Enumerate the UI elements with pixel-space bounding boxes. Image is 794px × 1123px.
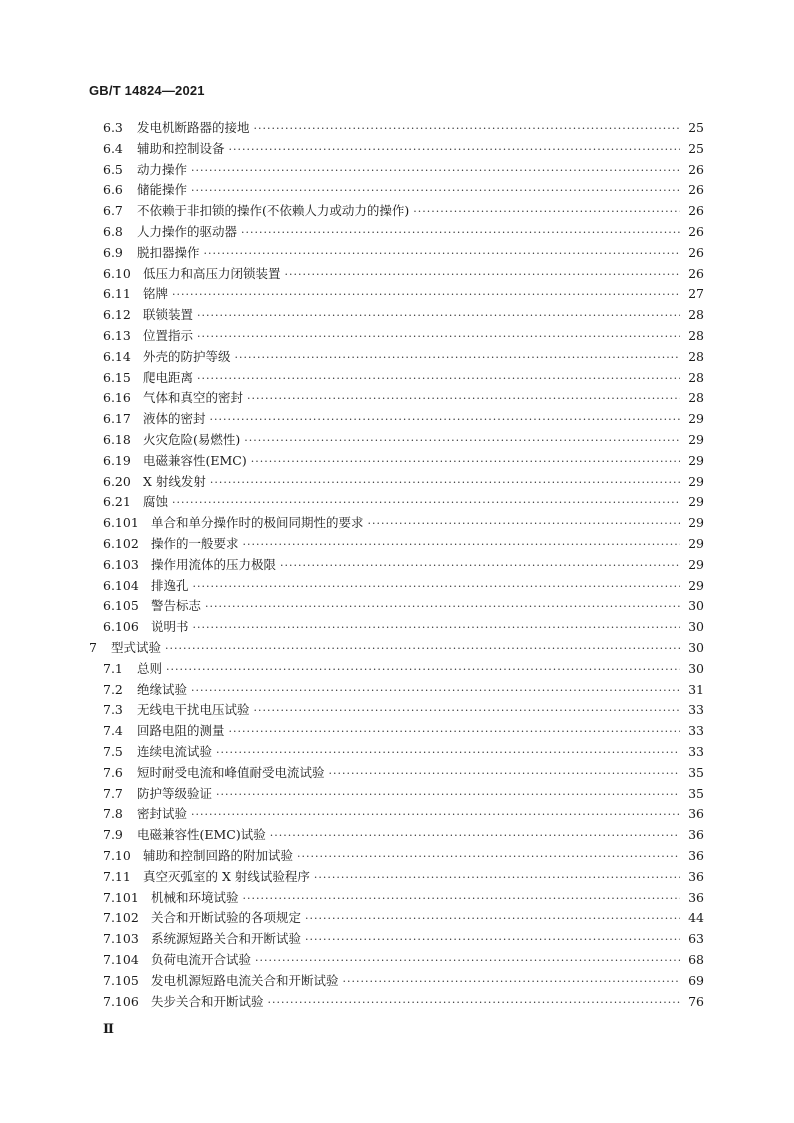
toc-entry-body: [143, 347, 704, 368]
toc-entry-body: [137, 721, 704, 742]
leader-dots: [216, 785, 680, 805]
toc-entry-body: [151, 576, 704, 597]
toc-entry-body: [151, 929, 704, 950]
toc-entry-number: 6.3: [103, 120, 123, 135]
toc-entry-title[interactable]: 腐蚀: [143, 494, 169, 510]
leader-dots: [243, 889, 680, 909]
toc-entry-body: [137, 243, 704, 264]
toc-entry-number: 7.104: [103, 952, 139, 967]
toc-entry-title[interactable]: 总则: [137, 660, 163, 676]
toc-entry[interactable]: [0, 846, 794, 866]
toc-entry-number: 6.101: [103, 515, 139, 531]
leader-dots: [216, 743, 680, 763]
toc-entry-body: [151, 908, 704, 929]
toc-entry-page: 35: [688, 785, 704, 801]
toc-entry-body: [151, 596, 704, 617]
toc-entry-body: [137, 659, 704, 680]
toc-entry-page: 29: [688, 411, 704, 427]
toc-entry-page: 33: [688, 744, 704, 759]
toc-entry-title[interactable]: 负荷电流开合试验: [151, 952, 252, 967]
leader-dots: [251, 452, 680, 472]
toc-entry-title[interactable]: 回路电阻的测量: [137, 723, 225, 739]
toc-entry-title[interactable]: 不依赖于非扣锁的操作(不依赖人力或动力的操作): [137, 203, 410, 219]
leader-dots: [191, 181, 680, 201]
toc-entry-title[interactable]: 防护等级验证: [137, 785, 213, 801]
toc-entry[interactable]: [0, 347, 794, 367]
toc-entry[interactable]: [0, 950, 794, 970]
leader-dots: [241, 223, 680, 243]
toc-entry-title[interactable]: 辅助和控制回路的附加试验: [143, 848, 294, 863]
toc-entry-number: 7.10: [103, 848, 131, 863]
leader-dots: [205, 597, 680, 617]
leader-dots: [247, 389, 680, 409]
toc-entry-page: 29: [688, 556, 704, 572]
toc-entry-page: 28: [688, 390, 704, 406]
toc-entry-number: 6.104: [103, 577, 139, 593]
toc-entry-body: [137, 222, 704, 243]
toc-entry-number: 6.14: [103, 348, 131, 364]
toc-entry-title[interactable]: 爬电距离: [143, 369, 194, 385]
toc-entry-title[interactable]: 短时耐受电流和峰值耐受电流试验: [137, 764, 325, 780]
toc-entry-title[interactable]: 真空灭弧室的 X 射线试验程序: [143, 868, 310, 884]
leader-dots: [244, 431, 680, 451]
toc-entry-page: 69: [688, 972, 704, 988]
toc-entry-body: [137, 700, 704, 721]
toc-entry-title[interactable]: 人力操作的驱动器: [137, 224, 238, 239]
toc-entry[interactable]: [0, 555, 794, 575]
toc-entry-page: 28: [688, 328, 704, 343]
toc-entry-page: 26: [688, 224, 704, 239]
toc-entry-title[interactable]: 无线电干扰电压试验: [137, 702, 250, 718]
leader-dots: [297, 847, 680, 867]
leader-dots: [270, 826, 680, 846]
toc-entry-title[interactable]: 绝缘试验: [137, 681, 188, 697]
toc-entry-number: 6.21: [103, 494, 131, 510]
toc-entry-title[interactable]: 发电机源短路电流关合和开断试验: [151, 972, 339, 988]
leader-dots: [343, 972, 680, 992]
toc-entry-number: 6.4: [103, 140, 123, 156]
leader-dots: [243, 535, 680, 555]
toc-entry-title[interactable]: 脱扣器操作: [137, 244, 200, 260]
toc-entry-page: 26: [688, 161, 704, 177]
document-id: GB/T 14824—2021: [89, 83, 205, 98]
toc-entry-number: 7.102: [103, 910, 139, 926]
toc-entry-title[interactable]: 操作用流体的压力极限: [151, 556, 277, 572]
toc-entry-number: 7.4: [103, 723, 123, 739]
toc-entry-page: 30: [688, 619, 704, 635]
toc-entry-number: 6.17: [103, 411, 131, 427]
toc-entry-body: [143, 305, 704, 326]
toc-entry-number: 7.5: [103, 744, 123, 759]
toc-entry[interactable]: [0, 680, 794, 700]
toc-entry[interactable]: [0, 139, 794, 159]
toc-entry-body: [137, 784, 704, 805]
toc-entry-body: [143, 368, 704, 389]
toc-entry-title[interactable]: 失步关合和开断试验: [151, 993, 264, 1009]
leader-dots: [285, 265, 680, 285]
toc-entry[interactable]: [0, 700, 794, 720]
toc-entry-title[interactable]: 连续电流试验: [137, 744, 213, 759]
toc-entry[interactable]: [0, 243, 794, 263]
toc-entry[interactable]: [0, 264, 794, 284]
toc-entry-page: 28: [688, 307, 704, 323]
toc-entry[interactable]: [0, 388, 794, 408]
toc-entry[interactable]: [0, 201, 794, 221]
toc-entry-number: 6.15: [103, 369, 131, 385]
leader-dots: [254, 701, 680, 721]
toc-entry-number: 6.19: [103, 452, 131, 468]
leader-dots: [204, 244, 680, 264]
toc-entry-number: 7.3: [103, 702, 123, 718]
toc-entry[interactable]: [0, 992, 794, 1012]
toc-entry-page: 25: [688, 140, 704, 156]
leader-dots: [197, 327, 680, 347]
toc-entry-title[interactable]: 铭牌: [143, 286, 169, 302]
toc-entry-body: [143, 409, 704, 430]
toc-entry[interactable]: [0, 659, 794, 679]
toc-entry-body: [143, 451, 704, 472]
toc-entry-title[interactable]: 操作的一般要求: [151, 536, 239, 551]
toc-entry[interactable]: [0, 784, 794, 804]
leader-dots: [193, 577, 680, 597]
toc-entry-page: 27: [688, 286, 704, 302]
leader-dots: [235, 348, 680, 368]
toc-entry-page: 26: [688, 203, 704, 219]
toc-entry-number: 6.6: [103, 182, 123, 198]
toc-entry-title[interactable]: 警告标志: [151, 598, 202, 614]
toc-entry-number: 7: [89, 640, 97, 655]
toc-entry-body: [143, 264, 704, 285]
toc-entry-body: [137, 118, 704, 139]
toc-entry-number: 7.7: [103, 785, 123, 801]
toc-entry-body: [143, 846, 704, 867]
toc-entry-title[interactable]: 系统源短路关合和开断试验: [151, 931, 302, 947]
toc-entry-title[interactable]: 辅助和控制设备: [137, 140, 225, 156]
toc-entry-number: 6.103: [103, 556, 139, 572]
toc-entry-title[interactable]: 动力操作: [137, 161, 188, 177]
toc-entry-title[interactable]: 火灾危险(易燃性): [143, 432, 241, 447]
toc-entry[interactable]: [0, 472, 794, 492]
leader-dots: [229, 140, 680, 160]
toc-entry-page: 33: [688, 723, 704, 739]
toc-entry-title[interactable]: 排逸孔: [151, 577, 189, 593]
toc-entry-title[interactable]: 密封试验: [137, 806, 188, 822]
toc-entry-number: 7.106: [103, 993, 139, 1009]
toc-entry-number: 6.10: [103, 265, 131, 281]
toc-entry-number: 7.8: [103, 806, 123, 822]
toc-entry-number: 6.8: [103, 224, 123, 239]
leader-dots: [191, 805, 680, 825]
toc-entry-page: 36: [688, 848, 704, 863]
toc-entry-title[interactable]: 位置指示: [143, 328, 194, 343]
toc-entry[interactable]: [0, 971, 794, 991]
toc-entry-body: [143, 472, 704, 493]
toc-entry-page: 29: [688, 432, 704, 447]
toc-entry[interactable]: [0, 118, 794, 138]
toc-entry-number: 7.11: [103, 868, 131, 884]
toc-entry-title[interactable]: X 射线发射: [143, 473, 206, 489]
toc-entry-number: 6.16: [103, 390, 131, 406]
toc-entry-body: [143, 430, 704, 451]
toc-entry-body: [137, 742, 704, 763]
toc-entry-page: 36: [688, 889, 704, 905]
toc-entry[interactable]: [0, 284, 794, 304]
toc-entry-page: 29: [688, 515, 704, 531]
toc-entry-title[interactable]: 低压力和高压力闭锁装置: [143, 265, 281, 281]
toc-entry-page: 44: [688, 910, 704, 926]
toc-entry-page: 26: [688, 244, 704, 260]
toc-entry-page: 26: [688, 265, 704, 281]
toc-entry[interactable]: [0, 908, 794, 928]
toc-entry-title[interactable]: 储能操作: [137, 182, 188, 198]
toc-entry-page: 33: [688, 702, 704, 718]
toc-entry[interactable]: [0, 326, 794, 346]
toc-entry[interactable]: [0, 867, 794, 887]
toc-entry-number: 7.105: [103, 972, 139, 988]
toc-entry[interactable]: [0, 742, 794, 762]
toc-entry-number: 6.13: [103, 328, 131, 343]
toc-entry[interactable]: [0, 804, 794, 824]
leader-dots: [210, 410, 680, 430]
toc-entry-number: 6.102: [103, 536, 139, 551]
toc-entry-number: 7.101: [103, 889, 139, 905]
toc-entry-number: 6.11: [103, 286, 131, 302]
toc-entry-body: [143, 388, 704, 409]
toc-entry-title[interactable]: 电磁兼容性(EMC)试验: [137, 827, 266, 843]
toc-entry-title[interactable]: 发电机断路器的接地: [137, 120, 250, 135]
toc-entry[interactable]: [0, 409, 794, 429]
toc-entry-body: [151, 992, 704, 1013]
toc-entry-page: 31: [688, 681, 704, 697]
leader-dots: [305, 909, 680, 929]
leader-dots: [191, 161, 680, 181]
toc-entry-number: 7.9: [103, 827, 123, 843]
toc-entry-page: 30: [688, 640, 704, 655]
toc-entry[interactable]: [0, 451, 794, 471]
toc-entry-number: 7.2: [103, 681, 123, 697]
toc-entry[interactable]: [0, 160, 794, 180]
leader-dots: [314, 868, 680, 888]
toc-entry-number: 6.106: [103, 619, 139, 635]
leader-dots: [172, 285, 680, 305]
leader-dots: [210, 473, 680, 493]
toc-entry-number: 6.9: [103, 244, 123, 260]
toc-entry-page: 76: [688, 993, 704, 1009]
toc-entry-page: 36: [688, 827, 704, 843]
toc-entry-page: 68: [688, 952, 704, 967]
toc-entry-title[interactable]: 机械和环境试验: [151, 889, 239, 905]
toc-entry[interactable]: [0, 222, 794, 242]
toc-entry-number: 7.103: [103, 931, 139, 947]
toc-entry[interactable]: [0, 888, 794, 908]
toc-entry-body: [151, 971, 704, 992]
toc-entry-page: 28: [688, 369, 704, 385]
toc-entry-page: 63: [688, 931, 704, 947]
leader-dots: [329, 764, 680, 784]
toc-entry-number: 7.6: [103, 764, 123, 780]
toc-entry-body: [137, 763, 704, 784]
toc-entry-body: [137, 804, 704, 825]
toc-entry-body: [137, 201, 704, 222]
toc-entry-number: 6.18: [103, 432, 131, 447]
toc-entry[interactable]: [0, 596, 794, 616]
toc-entry-page: 29: [688, 577, 704, 593]
leader-dots: [268, 993, 680, 1013]
toc-entry[interactable]: [0, 368, 794, 388]
toc-entry-body: [151, 950, 704, 971]
toc-entry-page: 36: [688, 806, 704, 822]
leader-dots: [254, 119, 680, 139]
toc-entry-page: 35: [688, 764, 704, 780]
toc-entry-body: [137, 180, 704, 201]
toc-entry-page: 36: [688, 868, 704, 884]
leader-dots: [413, 202, 680, 222]
toc-entry[interactable]: [0, 180, 794, 200]
toc-entry-title[interactable]: 关合和开断试验的各项规定: [151, 910, 302, 926]
toc-entry[interactable]: [0, 430, 794, 450]
toc-entry-title[interactable]: 气体和真空的密封: [143, 390, 244, 406]
toc-entry-number: 7.1: [103, 660, 123, 676]
leader-dots: [193, 618, 680, 638]
toc-entry-body: [137, 139, 704, 160]
toc-entry-number: 6.20: [103, 473, 131, 489]
toc-entry-page: 29: [688, 536, 704, 551]
toc-entry-body: [151, 513, 704, 534]
toc-entry-body: [151, 617, 704, 638]
leader-dots: [191, 681, 680, 701]
leader-dots: [280, 556, 680, 576]
leader-dots: [305, 930, 680, 950]
toc-entry-body: [151, 555, 704, 576]
toc-entry-title[interactable]: 液体的密封: [143, 411, 206, 427]
leader-dots: [197, 306, 680, 326]
toc-entry-body: [143, 284, 704, 305]
toc-entry[interactable]: [0, 576, 794, 596]
toc-entry-title[interactable]: 型式试验: [111, 640, 162, 655]
toc-entry[interactable]: [0, 721, 794, 741]
toc-entry[interactable]: [0, 534, 794, 554]
toc-entry[interactable]: [0, 929, 794, 949]
leader-dots: [165, 639, 680, 659]
toc-entry-page: 29: [688, 473, 704, 489]
toc-entry-page: 30: [688, 598, 704, 614]
toc-entry-number: 6.12: [103, 307, 131, 323]
toc-entry[interactable]: [0, 513, 794, 533]
toc-entry-number: 6.7: [103, 203, 123, 219]
leader-dots: [229, 722, 680, 742]
toc-entry-page: 26: [688, 182, 704, 198]
toc-entry-title[interactable]: 说明书: [151, 619, 189, 635]
toc-entry-body: [137, 680, 704, 701]
toc-entry-title[interactable]: 外壳的防护等级: [143, 348, 231, 364]
leader-dots: [255, 951, 680, 971]
toc-entry[interactable]: [0, 305, 794, 325]
toc-entry-page: 29: [688, 494, 704, 510]
toc-entry-body: [137, 160, 704, 181]
leader-dots: [368, 514, 680, 534]
toc-entry-body: [151, 888, 704, 909]
toc-entry-body: [151, 534, 704, 555]
toc-entry[interactable]: [0, 617, 794, 637]
toc-entry[interactable]: [0, 638, 794, 658]
page-number: Ⅱ: [103, 1022, 114, 1037]
toc-entry-body: [111, 638, 704, 659]
toc-entry-title[interactable]: 电磁兼容性(EMC): [143, 452, 247, 468]
toc-entry-body: [143, 867, 704, 888]
leader-dots: [172, 493, 680, 513]
toc-entry-page: 29: [688, 452, 704, 468]
toc-entry-number: 6.105: [103, 598, 139, 614]
toc-entry-number: 6.5: [103, 161, 123, 177]
toc-entry-body: [137, 825, 704, 846]
toc-entry-body: [143, 492, 704, 513]
toc-entry-page: 30: [688, 660, 704, 676]
toc-entry-title[interactable]: 联锁装置: [143, 307, 194, 323]
toc-entry-page: 25: [688, 120, 704, 135]
toc-entry[interactable]: [0, 825, 794, 845]
leader-dots: [166, 660, 680, 680]
toc-entry[interactable]: [0, 492, 794, 512]
toc-entry-title[interactable]: 单合和单分操作时的极间同期性的要求: [151, 515, 364, 531]
leader-dots: [197, 369, 680, 389]
toc-entry[interactable]: [0, 763, 794, 783]
toc-entry-body: [143, 326, 704, 347]
toc-entry-page: 28: [688, 348, 704, 364]
